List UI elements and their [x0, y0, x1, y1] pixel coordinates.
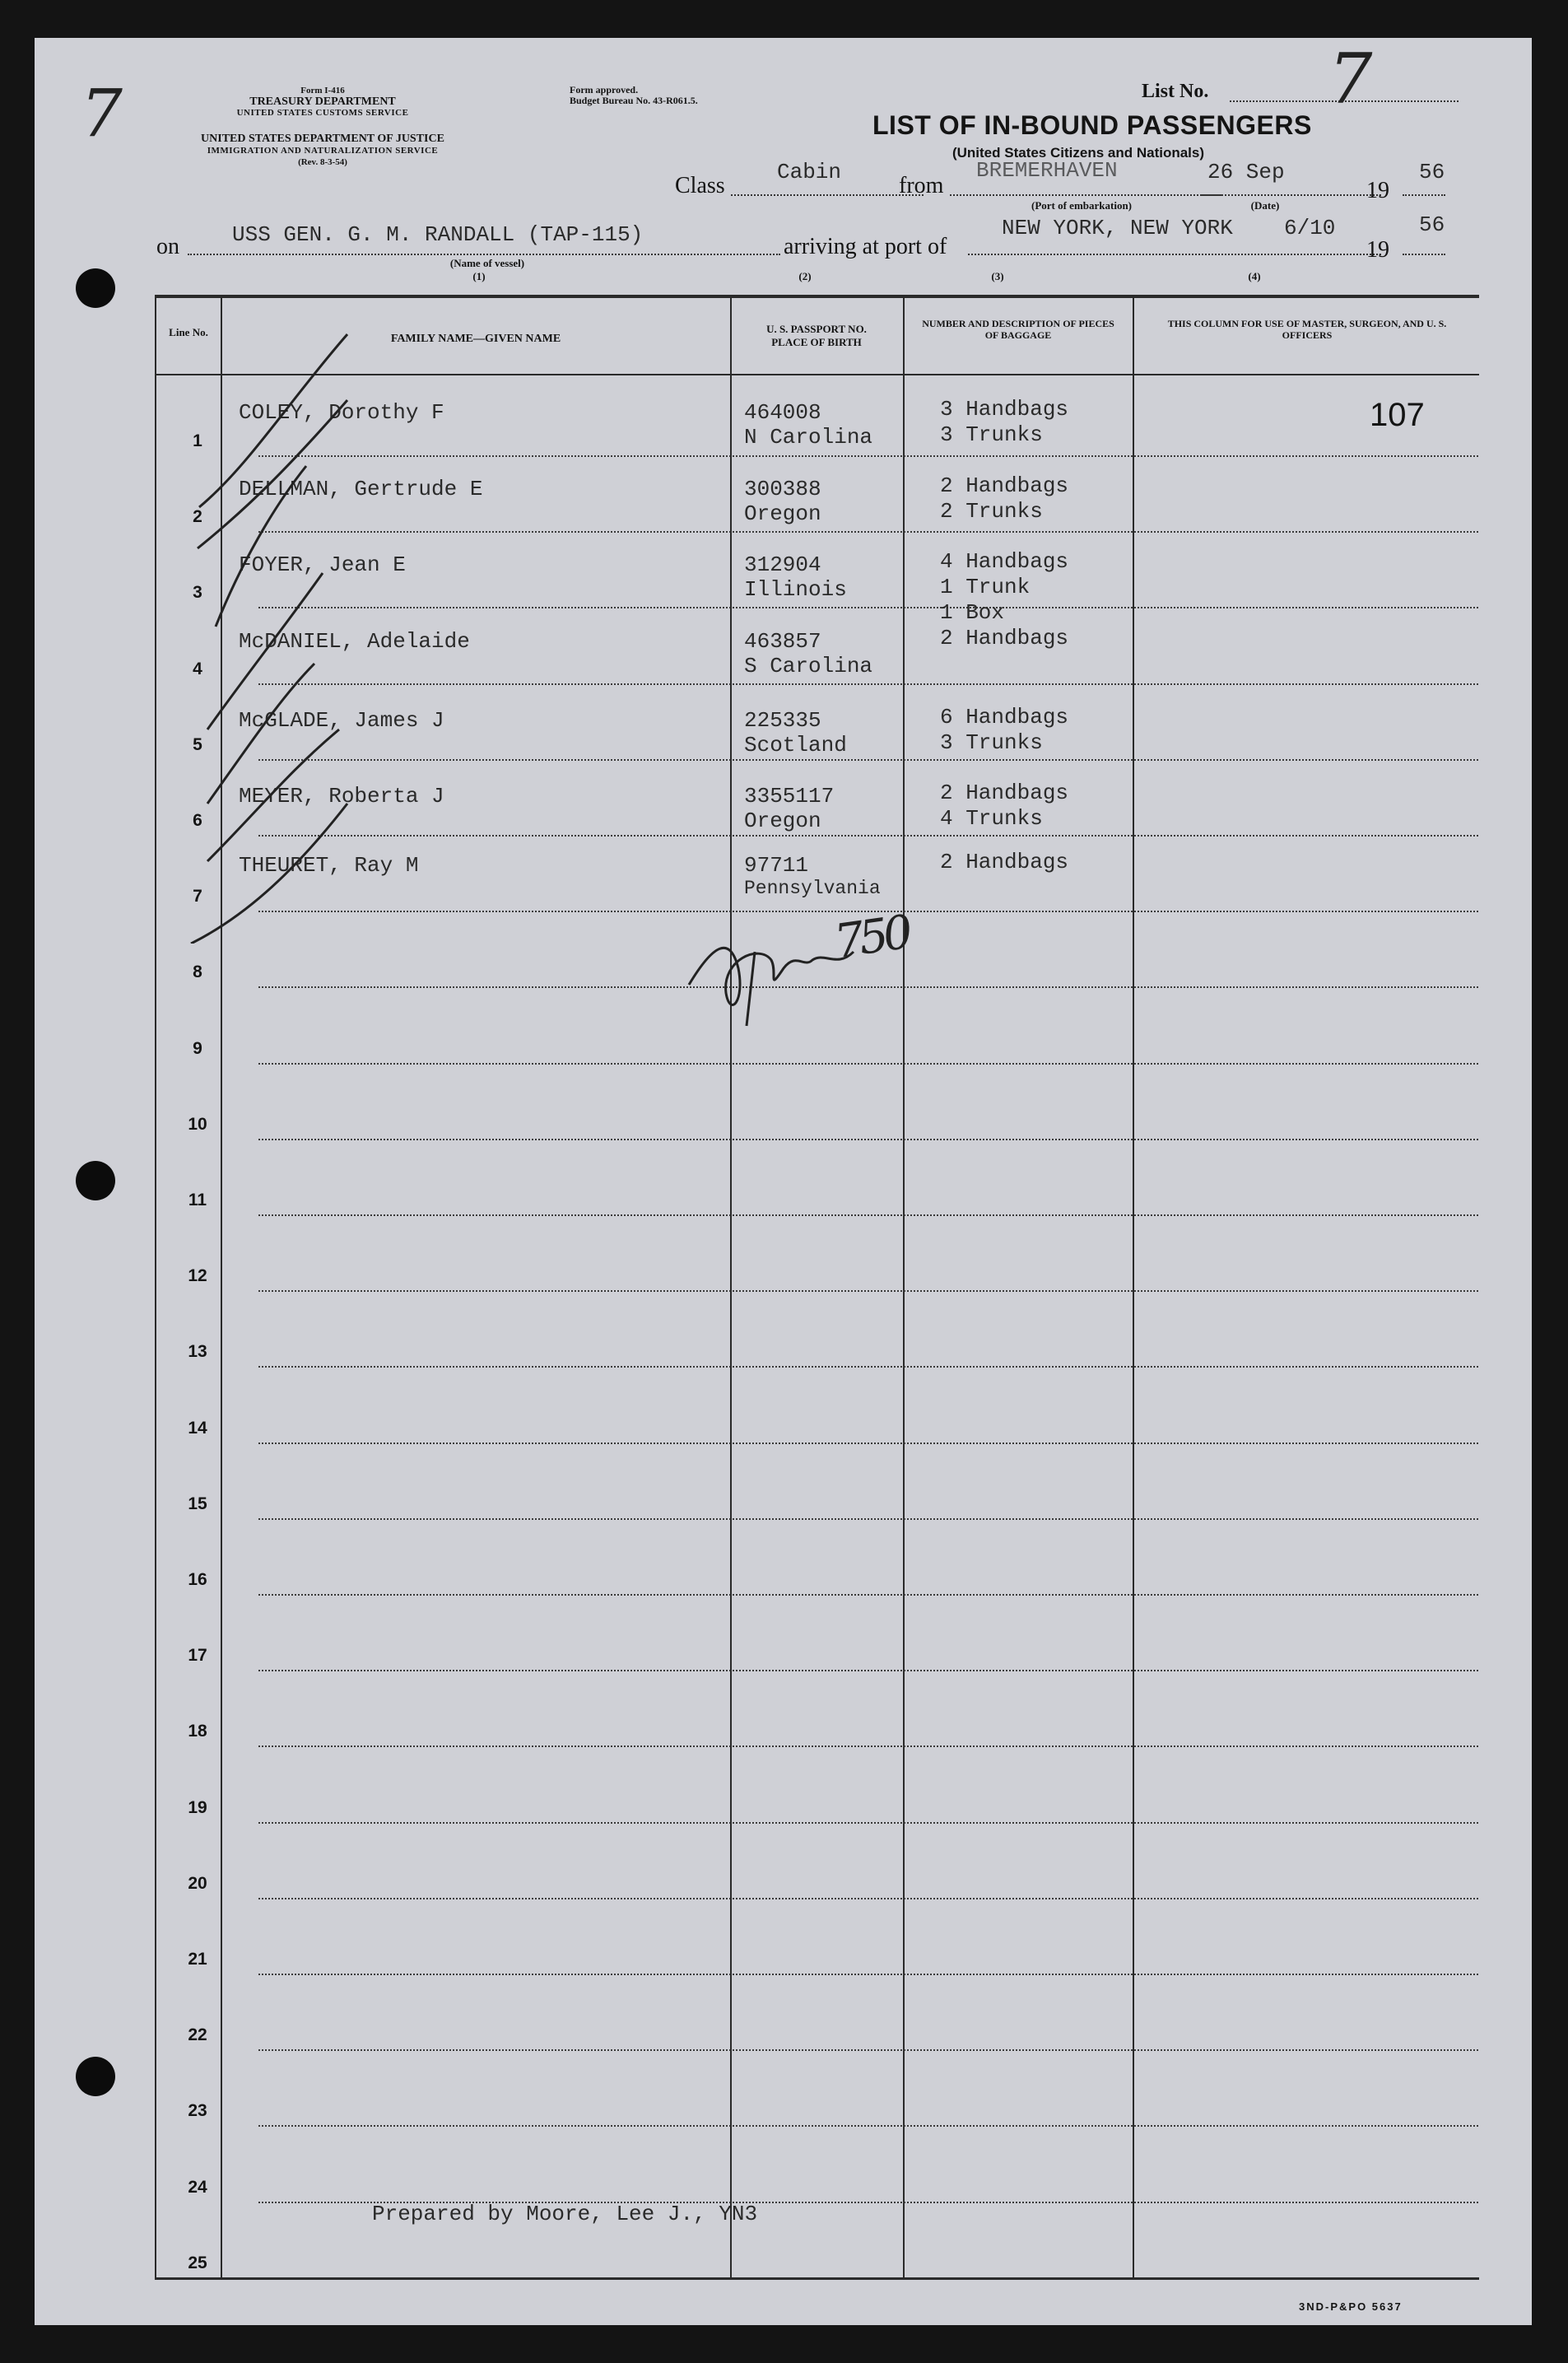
passport-number: 312904 — [744, 552, 821, 577]
row-divider — [258, 607, 1478, 608]
departure-date: 26 Sep — [1207, 160, 1285, 184]
year-line — [1403, 194, 1445, 196]
line-number: 5 — [193, 735, 202, 754]
col-number-2: (2) — [798, 270, 812, 282]
line-number: 18 — [188, 1722, 207, 1741]
baggage-item: 3 Handbags — [940, 397, 1069, 422]
vessel-caption: (Name of vessel) — [449, 257, 525, 269]
table-bottom-rule — [155, 2277, 1479, 2280]
row-divider — [258, 1214, 1478, 1216]
class-line — [731, 194, 924, 196]
row-divider — [258, 1366, 1478, 1368]
signature-stroke — [747, 952, 755, 1026]
line-number: 7 — [193, 887, 202, 906]
row-divider — [258, 1139, 1478, 1140]
line-number: 24 — [188, 2178, 207, 2197]
vessel-name: USS GEN. G. M. RANDALL (TAP-115) — [232, 222, 644, 247]
line-number: 20 — [188, 1874, 207, 1893]
baggage-item: 2 Handbags — [940, 781, 1069, 805]
row-divider — [258, 1745, 1478, 1747]
baggage-item: 2 Handbags — [940, 626, 1069, 650]
treasury-dept: TREASURY DEPARTMENT — [249, 96, 396, 108]
signature-number: 750 — [831, 906, 911, 969]
place-of-birth: Oregon — [744, 501, 821, 526]
line-number: 19 — [188, 1798, 207, 1817]
revision-date: (Rev. 8-3-54) — [298, 157, 347, 167]
footer-code: 3ND-P&PO 5637 — [1299, 2300, 1403, 2313]
form-number: Form I-416 — [300, 86, 345, 96]
line-number: 8 — [193, 962, 202, 981]
row-divider — [258, 2125, 1478, 2127]
baggage-col-rule — [1133, 295, 1134, 2280]
list-no-label: List No. — [1142, 81, 1209, 102]
line-number: 13 — [188, 1342, 207, 1361]
year-prefix: 19 — [1366, 178, 1389, 203]
line-number: 23 — [188, 2101, 207, 2120]
arrival-year: 56 — [1419, 212, 1445, 237]
arriving-label: arriving at port of — [784, 234, 947, 259]
class-value: Cabin — [777, 160, 842, 184]
punch-hole — [76, 1161, 115, 1200]
corner-mark: 7 — [81, 75, 123, 151]
customs-service: UNITED STATES CUSTOMS SERVICE — [236, 108, 409, 118]
page-subtitle: (United States Citizens and Nationals) — [952, 145, 1205, 161]
page-title: LIST OF IN-BOUND PASSENGERS — [872, 110, 1312, 140]
line-number: 9 — [193, 1039, 202, 1058]
place-of-birth: N Carolina — [744, 425, 873, 450]
baggage-item: 6 Handbags — [940, 705, 1069, 729]
passenger-name: FOYER, Jean E — [239, 552, 406, 577]
line-number: 16 — [188, 1570, 207, 1589]
baggage-item: 3 Trunks — [940, 730, 1043, 755]
baggage-item: 1 Trunk — [940, 575, 1031, 599]
check-marks — [183, 301, 397, 944]
row-divider — [258, 1063, 1478, 1065]
row-divider — [258, 1518, 1478, 1520]
passport-number: 464008 — [744, 400, 821, 425]
signature-stroke — [689, 948, 854, 1004]
row-divider — [258, 683, 1478, 685]
line-number: 1 — [193, 431, 202, 450]
row-divider — [258, 1443, 1478, 1444]
baggage-item: 4 Trunks — [940, 806, 1043, 831]
check-mark-6 — [207, 729, 339, 861]
line-number: 6 — [193, 811, 202, 830]
check-mark-4 — [207, 573, 323, 729]
passport-number: 97711 — [744, 853, 809, 878]
row-divider — [258, 835, 1478, 837]
passport-number: 3355117 — [744, 784, 835, 809]
line-number: 12 — [188, 1266, 207, 1285]
row-divider — [258, 1290, 1478, 1292]
punch-hole — [76, 268, 115, 308]
baggage-item: 2 Handbags — [940, 473, 1069, 498]
punch-hole — [76, 2057, 115, 2096]
on-label: on — [156, 234, 179, 259]
col-header-passport: U. S. PASSPORT NO. PLACE OF BIRTH — [766, 323, 867, 348]
place-of-birth: Illinois — [744, 577, 847, 602]
row-divider — [258, 1594, 1478, 1596]
check-mark-5 — [207, 664, 314, 804]
col-number-4: (4) — [1248, 270, 1261, 282]
check-mark-2 — [198, 400, 347, 548]
passenger-name: DELLMAN, Gertrude E — [239, 477, 483, 501]
departure-year: 56 — [1419, 160, 1445, 184]
place-of-birth: Oregon — [744, 809, 821, 833]
place-of-birth: Pennsylvania — [744, 878, 881, 899]
form-sheet — [35, 38, 1532, 2325]
passenger-name: THEURET, Ray M — [239, 853, 419, 878]
table-left-rule — [155, 295, 156, 2280]
passport-number: 463857 — [744, 629, 821, 654]
vessel-line — [188, 254, 780, 255]
passport-number: 300388 — [744, 477, 821, 501]
row-divider — [258, 2049, 1478, 2051]
table-top-rule — [155, 295, 1479, 298]
line-number: 21 — [188, 1950, 207, 1969]
line-number: 2 — [193, 507, 202, 526]
row-divider — [258, 1670, 1478, 1671]
arrival-line — [968, 254, 1381, 255]
line-number: 17 — [188, 1646, 207, 1665]
row-divider — [258, 1974, 1478, 1975]
line-number: 25 — [188, 2253, 207, 2272]
col-header-officers: THIS COLUMN FOR USE OF MASTER, SURGEON, AND U. S. OFFICERS — [1167, 318, 1447, 341]
baggage-item: 2 Handbags — [940, 850, 1069, 874]
port-embark-caption: (Port of embarkation) — [1031, 199, 1133, 212]
list-no-value: 7 — [1328, 39, 1373, 119]
place-of-birth: S Carolina — [744, 654, 873, 678]
passenger-name: McGLADE, James J — [239, 708, 444, 733]
date-caption: (Date) — [1250, 199, 1280, 212]
arrival-date: 6/10 — [1284, 216, 1336, 240]
line-number: 15 — [188, 1494, 207, 1513]
baggage-item: 2 Trunks — [940, 499, 1043, 524]
signature — [681, 894, 952, 1059]
row-divider — [258, 1898, 1478, 1899]
line-number: 22 — [188, 2025, 207, 2044]
row-divider — [258, 1822, 1478, 1824]
arrival-port: NEW YORK, NEW YORK — [1002, 216, 1233, 240]
col-header-name: FAMILY NAME—GIVEN NAME — [390, 333, 561, 345]
justice-dept: UNITED STATES DEPARTMENT OF JUSTICE — [201, 133, 444, 145]
from-line — [950, 194, 1221, 196]
arrival-year-line — [1403, 254, 1445, 255]
place-of-birth: Scotland — [744, 733, 847, 757]
passport-number: 225335 — [744, 708, 821, 733]
row-divider — [258, 759, 1478, 761]
ins-service: IMMIGRATION AND NATURALIZATION SERVICE — [207, 146, 439, 156]
col-number-1: (1) — [472, 270, 486, 282]
from-label: from — [899, 173, 944, 198]
check-mark-3 — [216, 466, 306, 627]
baggage-item: 3 Trunks — [940, 422, 1043, 447]
row-divider — [258, 455, 1478, 457]
form-approved: Form approved. — [570, 84, 639, 96]
line-number: 4 — [193, 659, 202, 678]
col-header-line: Line No. — [169, 326, 208, 338]
name-col-rule — [730, 295, 732, 2280]
passenger-name: McDANIEL, Adelaide — [239, 629, 470, 654]
check-mark-7 — [191, 804, 347, 944]
col-header-baggage: NUMBER AND DESCRIPTION OF PIECES OF BAGGAGE — [922, 318, 1114, 341]
budget-bureau: Budget Bureau No. 43-R061.5. — [570, 95, 698, 106]
arrival-year-prefix: 19 — [1366, 237, 1389, 263]
officer-count: 107 — [1370, 397, 1425, 433]
prepared-by: Prepared by Moore, Lee J., YN3 — [372, 2202, 758, 2226]
line-number: 10 — [188, 1115, 207, 1134]
date-line — [1202, 194, 1381, 196]
baggage-item: 4 Handbags — [940, 549, 1069, 574]
line-number: 3 — [193, 583, 202, 602]
passport-col-rule — [903, 295, 905, 2280]
passenger-name: COLEY, Dorothy F — [239, 400, 444, 425]
from-port: BREMERHAVEN — [976, 158, 1118, 183]
line-number: 14 — [188, 1419, 207, 1438]
col-number-3: (3) — [991, 270, 1004, 282]
passenger-name: MEYER, Roberta J — [239, 784, 444, 809]
line-number: 11 — [188, 1191, 207, 1209]
class-label: Class — [675, 173, 725, 198]
row-divider — [258, 531, 1478, 533]
baggage-item: 1 Box — [940, 600, 1005, 625]
